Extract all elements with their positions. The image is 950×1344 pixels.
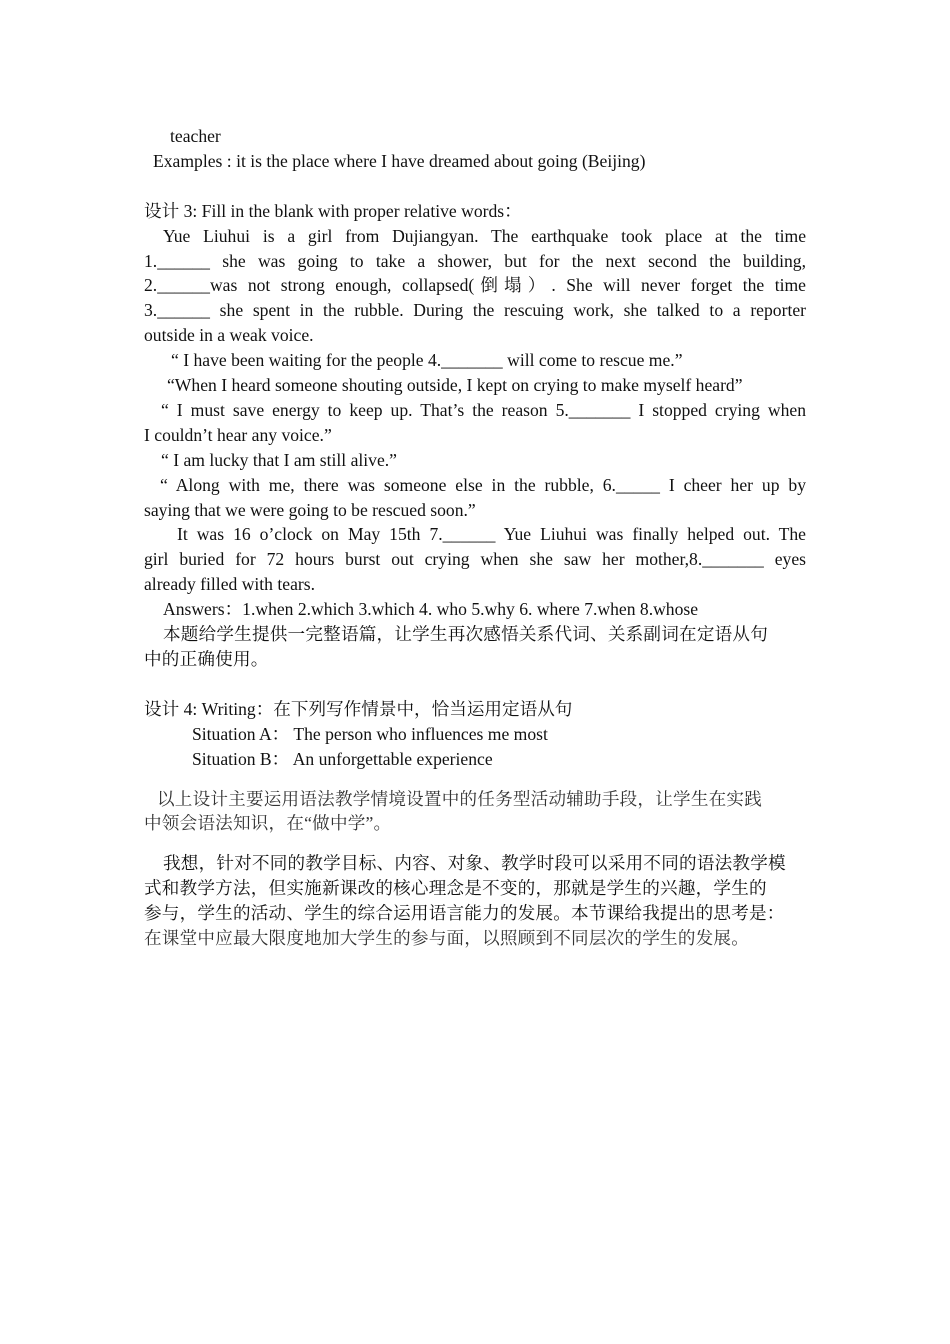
passage-line: It was 16 o’clock on May 15th 7.______ Yue Liuhui was finally helped out. The	[177, 524, 806, 545]
passage-line: “ Along with me, there was someone else in the rubble, 6._____ I cheer her up by	[160, 474, 806, 495]
passage-line: I couldn’t hear any voice.”	[144, 424, 332, 445]
document-page	[144, 124, 806, 951]
answers-text: Answers：1.when 2.which 3.which 4. who 5.why 6. where 7.when 8.whose	[163, 599, 699, 620]
passage-line: outside in a weak voice.	[144, 325, 314, 346]
reflection-line: 在课堂中应最大限度地加大学生的参与面，以照顾到不同层次的学生的发展。	[144, 928, 749, 949]
passage-line: 2.______was not strong enough, collapsed(倒塌）. She will never forget the time	[144, 275, 806, 296]
passage-line: “ I have been waiting for the people 4._______ will come to rescue me.”	[171, 350, 683, 371]
reflection-line: 参与，学生的活动、学生的综合运用语言能力的发展。本节课给我提出的思考是：	[144, 903, 785, 924]
passage-line: “When I heard someone shouting outside, I kept on crying to make myself heard”	[167, 375, 743, 396]
reflection-line: 我想，针对不同的教学目标、内容、对象、教学时段可以采用不同的语法教学模	[163, 853, 786, 874]
reflection-line: 式和教学方法，但实施新课改的核心理念是不变的，那就是学生的兴趣，学生的	[144, 878, 767, 899]
summary-line: 以上设计主要运用语法教学情境设置中的任务型活动辅助手段，让学生在实践	[157, 788, 762, 809]
situation-b: Situation B： An unforgettable experience	[192, 748, 493, 769]
situation-a: Situation A： The person who influences me most	[192, 723, 548, 744]
passage-line: “ I am lucky that I am still alive.”	[161, 449, 397, 470]
passage-line: 3.______ she spent in the rubble. During the rescuing work, she talked to a reporter	[144, 300, 806, 321]
examples-text: Examples : it is the place where I have dreamed about going (Beijing)	[153, 150, 646, 171]
passage-line: girl buried for 72 hours burst out crying when she saw her mother,8._______ eyes	[144, 549, 806, 570]
spacer	[144, 772, 806, 787]
passage-line: “ I must save energy to keep up. That’s the reason 5._______ I stopped crying when	[161, 399, 806, 420]
spacer	[144, 672, 806, 697]
spacer	[144, 174, 806, 199]
design3-note-line: 本题给学生提供一完整语篇，让学生再次感悟关系代词、关系副词在定语从句	[163, 624, 768, 645]
design3-heading: 设计 3: Fill in the blank with proper relative words：	[144, 200, 522, 221]
spacer	[144, 836, 806, 851]
passage-line: already filled with tears.	[144, 574, 315, 595]
passage-line: Yue Liuhui is a girl from Dujiangyan. The earthquake took place at the time	[163, 225, 806, 246]
design4-heading: 设计 4: Writing：在下列写作情景中，恰当运用定语从句	[144, 698, 573, 719]
teacher-text: teacher	[170, 126, 221, 146]
design3-note-line: 中的正确使用。	[144, 649, 269, 670]
summary-line: 中领会语法知识，在“做中学”。	[144, 813, 392, 834]
passage-line: saying that we were going to be rescued soon.”	[144, 499, 476, 520]
passage-line: 1.______ she was going to take a shower, but for the next second the building,	[144, 250, 806, 271]
